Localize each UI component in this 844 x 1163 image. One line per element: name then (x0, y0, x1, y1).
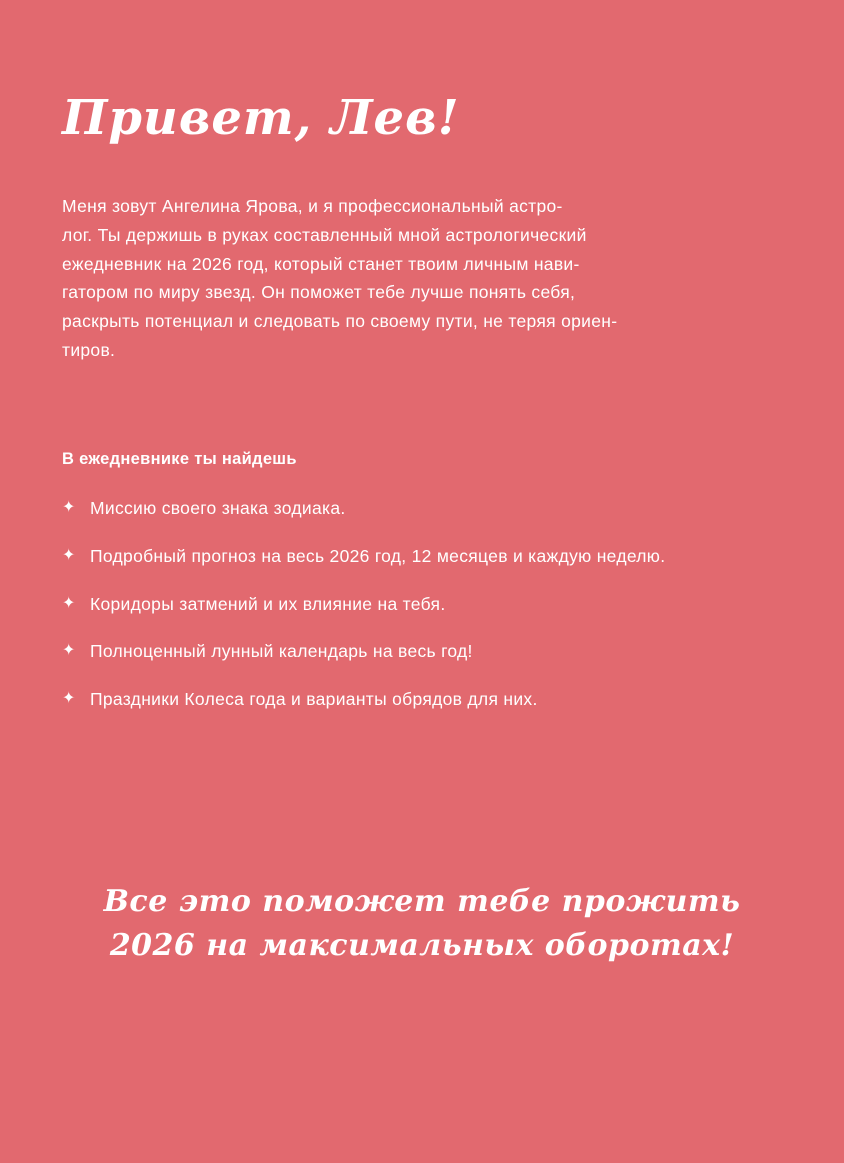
list-item (62, 637, 665, 666)
closing-line: 2026 на максимальных оборотах! (109, 928, 735, 963)
sparkle-icon: ✦ (62, 594, 76, 612)
closing-line: Все это поможет тебе прожить (103, 884, 741, 919)
list-item (62, 685, 665, 714)
closing-message (0, 880, 844, 968)
list-item (62, 590, 665, 619)
sparkle-icon: ✦ (62, 642, 76, 660)
intro-line: лог. Ты держишь в руках составленный мной астрологический (62, 224, 587, 245)
list-item (62, 542, 665, 571)
list-item-text: Полноценный лунный календарь на весь год! (90, 641, 473, 662)
intro-paragraph (62, 192, 617, 365)
list-item-text: Миссию своего знака зодиака. (90, 498, 346, 518)
intro-line: тиров. (62, 339, 116, 360)
list-item-text: Подробный прогноз на весь 2026 год, 12 месяцев и каждую неделю. (90, 545, 666, 566)
list-heading: В ежедневнике ты найдешь (62, 450, 297, 468)
sparkle-icon: ✦ (62, 546, 76, 564)
sparkle-icon: ✦ (62, 499, 76, 516)
list-item (62, 494, 665, 523)
intro-line: гатором по миру звезд. Он поможет тебе лучше понять себя, (62, 282, 576, 303)
list-item-text: Коридоры затмений и их влияние на тебя. (90, 593, 446, 614)
page-title: Привет, Лев! (62, 90, 460, 146)
feature-list (62, 494, 665, 733)
intro-line: Меня зовут Ангелина Ярова, и я профессиональный астро- (62, 196, 563, 216)
intro-line: раскрыть потенциал и следовать по своему пути, не теряя ориен- (62, 311, 618, 332)
list-item-text: Праздники Колеса года и варианты обрядов для них. (90, 689, 538, 710)
sparkle-icon: ✦ (62, 690, 76, 708)
intro-line: ежедневник на 2026 год, который станет твоим личным нави- (62, 253, 580, 274)
